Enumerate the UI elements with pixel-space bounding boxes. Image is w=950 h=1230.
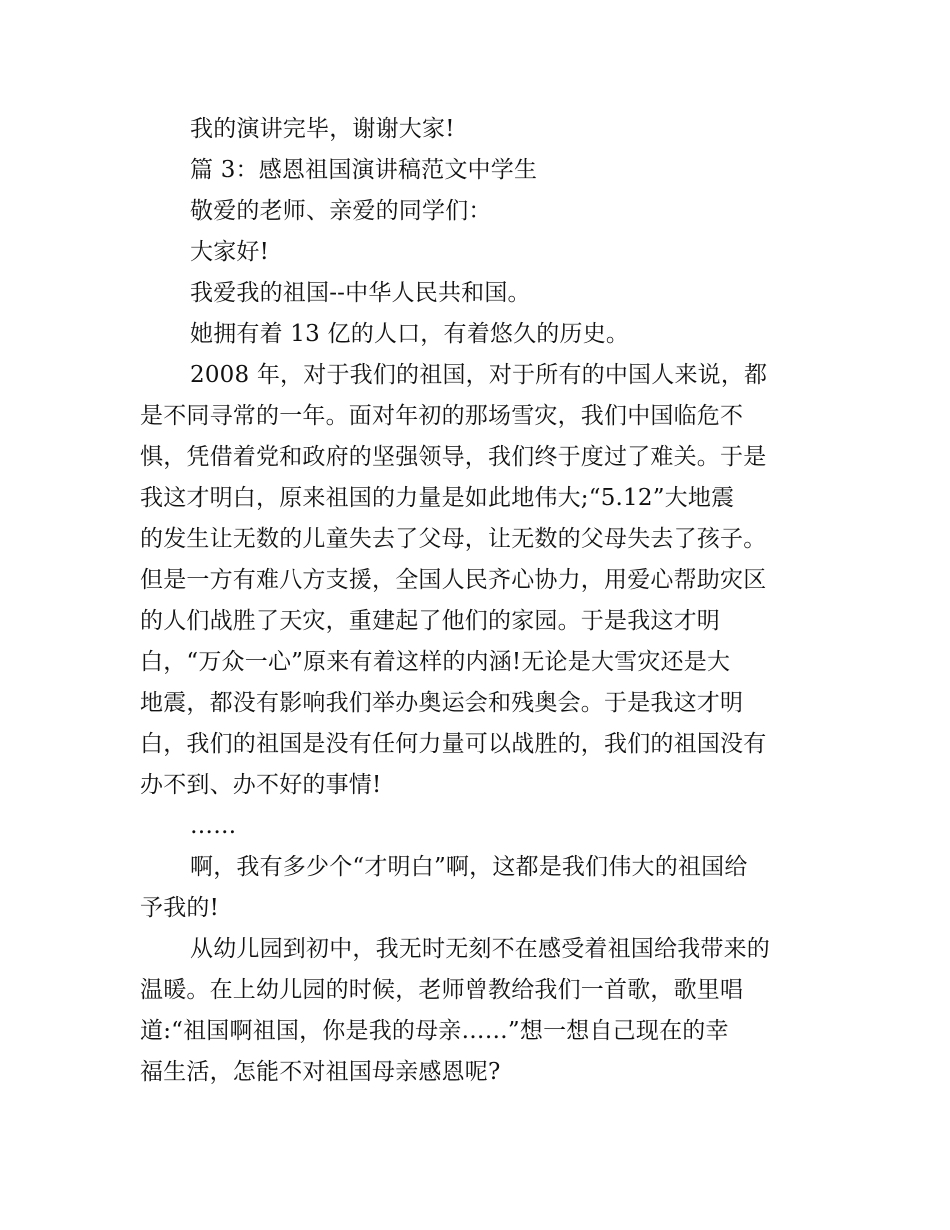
text-line: 我的演讲完毕，谢谢大家! [190, 116, 455, 142]
text-line: 的人们战胜了天灾，重建起了他们的家园。于是我这才明 [140, 608, 720, 634]
text-line: 办不到、办不好的事情! [140, 772, 382, 798]
text-line: 惧，凭借着党和政府的坚强领导，我们终于度过了难关。于是 [140, 444, 767, 470]
text-line: 的发生让无数的儿童失去了父母，让无数的父母失去了孩子。 [140, 526, 767, 552]
text-line: 是不同寻常的一年。面对年初的那场雪灾，我们中国临危不 [140, 403, 744, 429]
text-line: 白，我们的祖国是没有任何力量可以战胜的，我们的祖国没有 [140, 731, 767, 757]
text-line: 予我的! [140, 895, 220, 921]
section-heading: 篇 3：感恩祖国演讲稿范文中学生 [190, 157, 538, 183]
greeting: 大家好! [190, 239, 270, 265]
text-line: 但是一方有难八方支援，全国人民齐心协力，用爱心帮助灾区 [140, 567, 767, 593]
text-line: 道:“祖国啊祖国，你是我的母亲……”想一想自己现在的幸 [140, 1018, 729, 1044]
text-line: 她拥有着 13 亿的人口，有着悠久的历史。 [190, 321, 630, 347]
text-line: 白，“万众一心”原来有着这样的内涵!无论是大雪灾还是大 [140, 649, 731, 675]
text-line: 地震，都没有影响我们举办奥运会和残奥会。于是我这才明 [140, 690, 744, 716]
text-line: 我爱我的祖国--中华人民共和国。 [190, 280, 531, 306]
text-line: 2008 年，对于我们的祖国，对于所有的中国人来说，都 [190, 362, 768, 388]
text-line: 我这才明白，原来祖国的力量是如此地伟大;“5.12”大地震 [140, 485, 735, 511]
text-line: 从幼儿园到初中，我无时无刻不在感受着祖国给我带来的 [190, 936, 770, 962]
ellipsis: …… [190, 813, 237, 839]
salutation: 敬爱的老师、亲爱的同学们： [190, 198, 492, 224]
text-line: 温暖。在上幼儿园的时候，老师曾教给我们一首歌，歌里唱 [140, 977, 744, 1003]
text-line: 啊，我有多少个“才明白”啊，这都是我们伟大的祖国给 [190, 854, 748, 880]
text-line: 福生活，怎能不对祖国母亲感恩呢? [140, 1059, 501, 1085]
